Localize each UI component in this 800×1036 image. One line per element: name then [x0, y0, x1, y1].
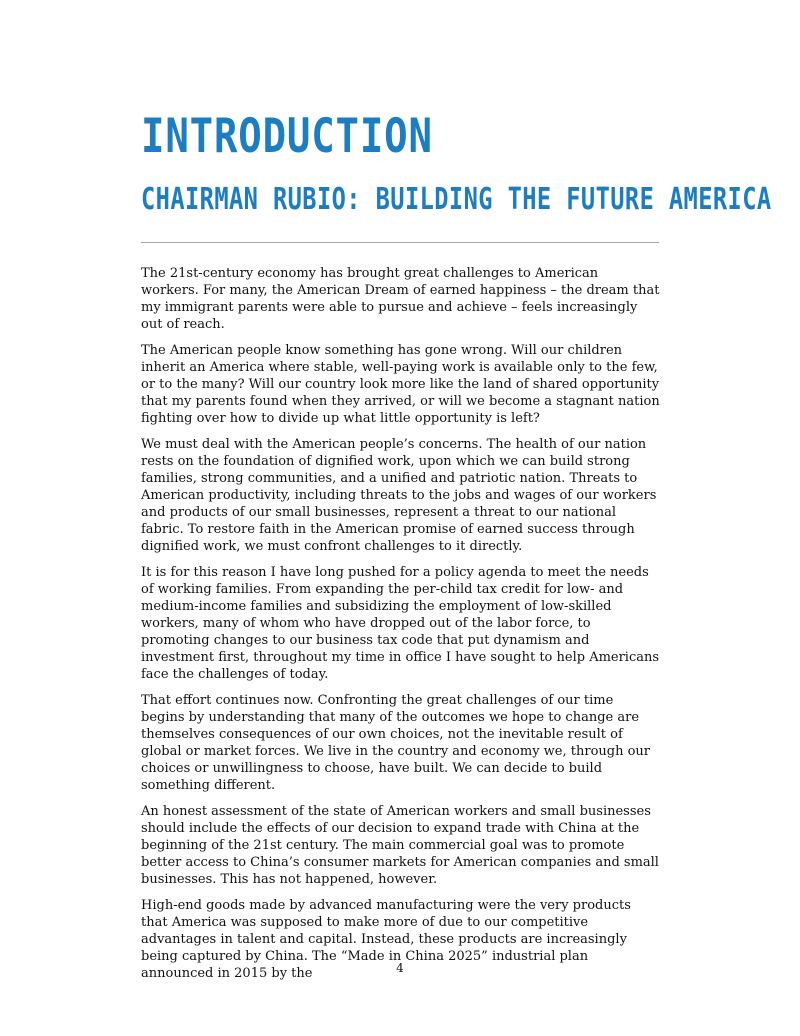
paragraph-5: That effort continues now. Confronting the great challenges of our time begins by understanding that many of the outcomes we hope to change are themselves consequences of our own choices, not the inevitable result of global or market forces. We live in the country and economy we, through our choices or unwillingness to choose, have built. We can decide to build something different.: [141, 693, 651, 793]
page-number: 4: [396, 961, 404, 975]
paragraph-6: An honest assessment of the state of American workers and small businesses should include the effects of our decision to expand trade with China at the beginning of the 21st century. The main commercial goal was to promote better access to China’s consumer markets for American companies and small businesses. This has not happened, however.: [141, 804, 659, 887]
chapter-title: INTRODUCTION: [141, 109, 433, 164]
paragraph-2: The American people know something has gone wrong. Will our children inherit an America where stable, well-paying work is available only to the few, or to the many? Will our country look more like the land of shared opportunity that my parents found when they arrived, or will we become a stagnant nation fighting over how to divide up what little opportunity is left?: [141, 343, 660, 426]
paragraph-4: It is for this reason I have long pushed for a policy agenda to meet the needs of working families. From expanding the per-child tax credit for low- and medium-income families and subsidizing the employment of low-skilled workers, many of whom who have dropped out of the labor force, to promoting changes to our business tax code that put dynamism and investment first, throughout my time in office I have sought to help Americans face the challenges of today.: [141, 565, 660, 682]
paragraph-7: High-end goods made by advanced manufacturing were the very products that America was supposed to make more of due to our competitive advantages in talent and capital. Instead, these products are increasingly being captured by China. The “Made in China 2025” industrial plan announced in 2015 by the: [141, 898, 631, 981]
chapter-subtitle: CHAIRMAN RUBIO: BUILDING THE FUTURE AMERICA: [141, 182, 772, 217]
paragraph-1: The 21st-century economy has brought great challenges to American workers. For many, the American Dream of earned happiness – the dream that my immigrant parents were able to pursue and achieve – feels increasingly out of reach.: [141, 266, 660, 332]
chapter-heading: [141, 109, 772, 217]
paragraph-3: We must deal with the American people’s concerns. The health of our nation rests on the foundation of dignified work, upon which we can build strong families, strong communities, and a unified and patriotic nation. Threats to American productivity, including threats to the jobs and wages of our workers and products of our small businesses, represent a threat to our national fabric. To restore faith in the American promise of earned success through dignified work, we must confront challenges to it directly.: [141, 437, 657, 554]
heading-divider: [141, 242, 659, 243]
body-text: [141, 265, 660, 991]
